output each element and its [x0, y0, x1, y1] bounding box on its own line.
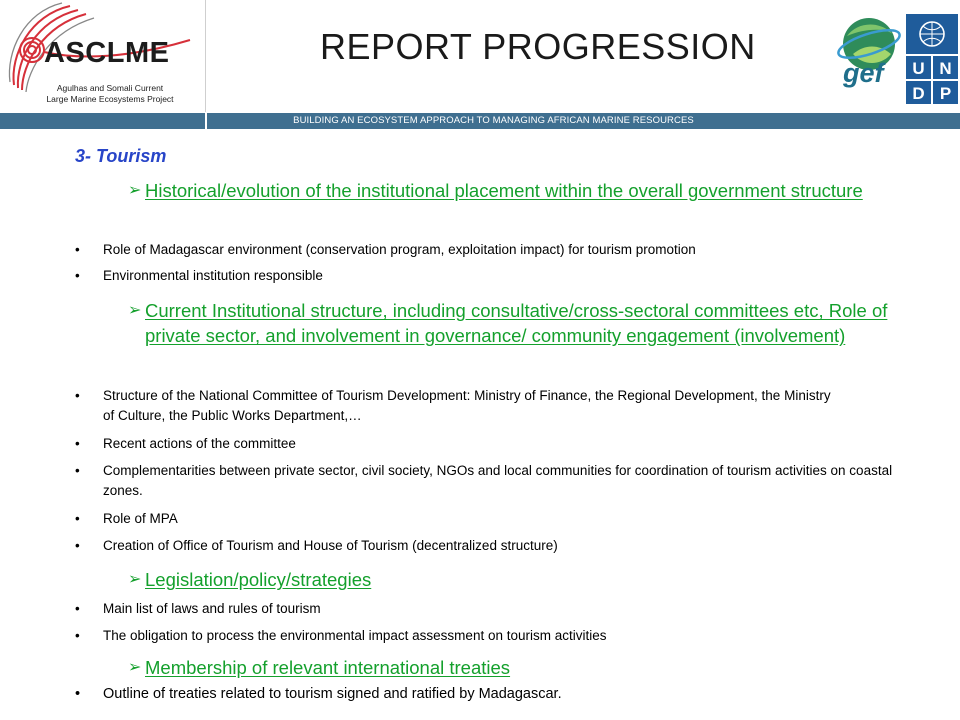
list-item	[75, 684, 935, 704]
subheading-text: Membership of relevant international treaties	[145, 657, 511, 678]
bullet-icon: •	[75, 463, 80, 478]
gef-logo-text: gef	[843, 58, 884, 88]
tagline-banner	[207, 113, 960, 129]
bullet-icon: •	[75, 436, 80, 451]
subheading-text: Current Institutional structure, including consultative/cross-sectoral committees etc, Role of private sector, and involvement in governance/ community engagement (involvement)	[145, 300, 888, 346]
subheading-historical-evolution	[128, 178, 938, 203]
undp-logo	[906, 14, 958, 104]
subheading-current-institutional-structure	[128, 298, 938, 348]
bullet-icon: •	[75, 601, 80, 616]
list-item	[75, 509, 935, 529]
list-item-text: Outline of treaties related to tourism signed and ratified by Madagascar.	[103, 686, 562, 702]
section-heading: 3- Tourism	[75, 146, 167, 166]
list-item-text: Complementarities between private sector, civil society, NGOs and local communities for coordination of tourism activities on coastal zones.	[103, 463, 893, 498]
list-item-text: The obligation to process the environmental impact assessment on tourism activities	[103, 628, 607, 643]
asclme-logo-text: ASCLME	[44, 37, 170, 69]
subheading-legislation-policy	[128, 567, 938, 592]
list-item	[75, 386, 935, 426]
subheading-text: Legislation/policy/strategies	[145, 569, 372, 590]
bullet-icon: •	[75, 686, 81, 702]
list-item	[75, 434, 935, 454]
undp-letter-n: N	[939, 59, 952, 78]
list-item	[75, 240, 935, 260]
list-item	[75, 599, 935, 619]
tagline-text: BUILDING AN ECOSYSTEM APPROACH TO MANAGING AFRICAN MARINE RESOURCES	[293, 115, 694, 126]
bullet-icon: •	[75, 538, 80, 553]
bullet-icon: •	[75, 388, 80, 403]
asclme-logo-subtitle	[20, 83, 200, 105]
subheading-text: Historical/evolution of the institutional placement within the overall government structure	[145, 180, 863, 201]
list-item-text: Environmental institution responsible	[103, 268, 323, 283]
arrow-bullet-icon: ➢	[128, 571, 142, 588]
list-item-text: Creation of Office of Tourism and House of Tourism (decentralized structure)	[103, 538, 558, 553]
banner-left-strip	[0, 113, 205, 129]
list-item-text: Structure of the National Committee of Tourism Development: Ministry of Finance, the Regional Development, the Ministry of Culture, the Public Works Department,…	[103, 388, 831, 423]
undp-letter-u: U	[912, 59, 925, 78]
bullet-icon: •	[75, 628, 80, 643]
arrow-bullet-icon: ➢	[128, 659, 142, 676]
arrow-bullet-icon: ➢	[128, 182, 142, 199]
list-item-text: Role of Madagascar environment (conservation program, exploitation impact) for tourism promotion	[103, 242, 696, 257]
page-title: REPORT PROGRESSION	[320, 26, 756, 67]
bullet-icon: •	[75, 511, 80, 526]
asclme-logo	[0, 0, 206, 112]
bullet-icon: •	[75, 268, 80, 283]
list-item-text: Role of MPA	[103, 511, 178, 526]
list-item	[75, 626, 935, 646]
list-item	[75, 266, 935, 286]
bullet-icon: •	[75, 242, 80, 257]
list-item-text: Main list of laws and rules of tourism	[103, 601, 321, 616]
logo-subtitle-line-1: Agulhas and Somali Current	[56, 83, 164, 93]
list-item	[75, 536, 935, 556]
undp-letter-d: D	[912, 84, 925, 103]
list-item-text: Recent actions of the committee	[103, 436, 296, 451]
undp-letter-p: P	[939, 84, 952, 103]
logo-subtitle-line-2: Large Marine Ecosystems Project	[46, 94, 174, 104]
arrow-bullet-icon: ➢	[128, 302, 142, 319]
list-item	[75, 461, 935, 501]
subheading-international-treaties	[128, 655, 938, 680]
